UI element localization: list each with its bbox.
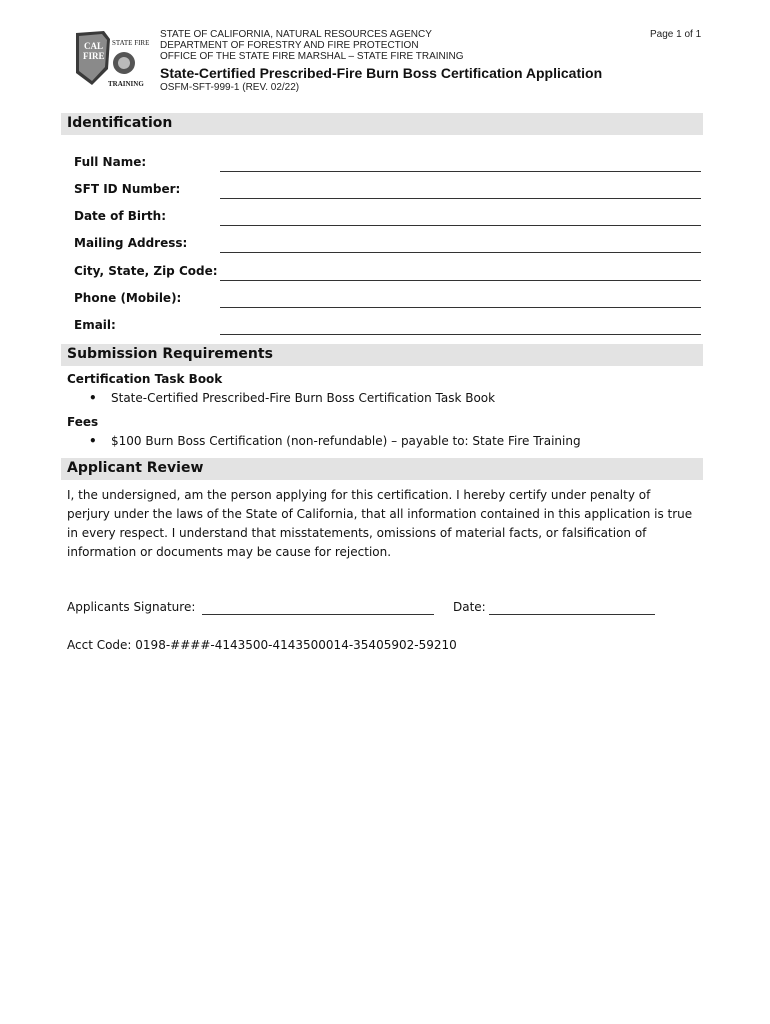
list-item xyxy=(89,434,581,448)
bullet-icon: • xyxy=(89,434,97,448)
section-title: Applicant Review xyxy=(67,460,204,476)
signature-label: Applicants Signature: xyxy=(67,600,196,614)
submission-section-header xyxy=(61,344,703,366)
list-item xyxy=(89,391,495,405)
date-of-birth-label: Date of Birth: xyxy=(74,209,167,223)
task-book-heading: Certification Task Book xyxy=(67,372,223,386)
section-title: Identification xyxy=(67,115,173,131)
cal-fire-sft-logo xyxy=(70,29,152,89)
date-field[interactable] xyxy=(489,600,655,615)
form-title: State-Certified Prescribed-Fire Burn Boss Certification Application xyxy=(160,65,603,81)
city-state-zip-field[interactable] xyxy=(220,262,701,281)
email-field[interactable] xyxy=(220,316,701,335)
email-label: Email: xyxy=(74,318,116,332)
svg-text:CAL: CAL xyxy=(84,41,104,51)
sft-id-label: SFT ID Number: xyxy=(74,182,181,196)
fees-item: $100 Burn Boss Certification (non-refundable) – payable to: State Fire Training xyxy=(111,434,581,448)
city-state-zip-label: City, State, Zip Code: xyxy=(74,264,218,278)
sft-id-field[interactable] xyxy=(220,180,701,199)
identification-section-header xyxy=(61,113,703,135)
signature-field[interactable] xyxy=(202,600,434,615)
date-label: Date: xyxy=(453,600,486,614)
bullet-icon: • xyxy=(89,391,97,405)
phone-mobile-field[interactable] xyxy=(220,289,701,308)
date-of-birth-field[interactable] xyxy=(220,207,701,226)
applicant-review-section-header xyxy=(61,458,703,480)
mailing-address-label: Mailing Address: xyxy=(74,236,188,250)
page-number: Page 1 of 1 xyxy=(650,29,702,40)
task-book-item: State-Certified Prescribed-Fire Burn Boss Certification Task Book xyxy=(111,391,496,405)
form-number: OSFM-SFT-999-1 (REV. 02/22) xyxy=(160,82,300,93)
agency-line-1: STATE OF CALIFORNIA, NATURAL RESOURCES AGENCY xyxy=(160,29,432,40)
full-name-label: Full Name: xyxy=(74,155,147,169)
svg-text:TRAINING: TRAINING xyxy=(108,80,144,88)
fees-heading: Fees xyxy=(67,415,99,429)
svg-text:STATE FIRE: STATE FIRE xyxy=(112,39,150,47)
svg-text:FIRE: FIRE xyxy=(83,51,105,61)
agency-line-3: OFFICE OF THE STATE FIRE MARSHAL – STATE FIRE TRAINING xyxy=(160,51,464,62)
full-name-field[interactable] xyxy=(220,153,701,172)
mailing-address-field[interactable] xyxy=(220,234,701,253)
phone-mobile-label: Phone (Mobile): xyxy=(74,291,182,305)
acct-code: Acct Code: 0198-####-4143500-4143500014-35405902-59210 xyxy=(67,638,457,652)
certification-statement: I, the undersigned, am the person applying for this certification. I hereby certify under penalty of perjury under the laws of the State of California, that all information contained in this application is true in every respect. I understand that misstatements, omissions of material facts, or falsification of information or documents may be cause for rejection. xyxy=(67,488,693,559)
agency-line-2: DEPARTMENT OF FORESTRY AND FIRE PROTECTION xyxy=(160,40,419,51)
section-title: Submission Requirements xyxy=(67,346,273,362)
